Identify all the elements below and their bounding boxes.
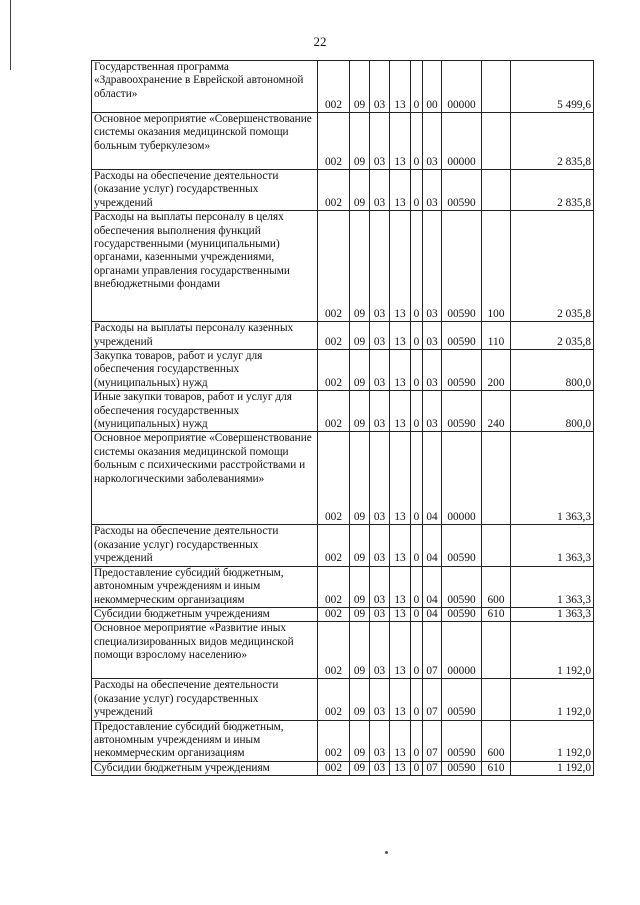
cell-amount: 1 363,3 — [511, 607, 594, 621]
table-row — [92, 607, 594, 621]
cell-program: 13 — [390, 61, 411, 113]
cell-event: 03 — [423, 211, 442, 322]
cell-subprogram: 0 — [411, 170, 423, 211]
cell-direction: 00590 — [442, 211, 482, 322]
row-name: Государственная программа «Здравоохранение в Еврейской автономной области» — [92, 61, 318, 113]
cell-ministry: 002 — [318, 566, 350, 607]
cell-subprogram: 0 — [411, 322, 423, 350]
cell-event: 04 — [423, 566, 442, 607]
cell-expense-type: 200 — [482, 350, 511, 391]
cell-amount: 800,0 — [511, 391, 594, 432]
cell-subsection: 03 — [370, 761, 390, 775]
cell-program: 13 — [390, 211, 411, 322]
cell-event: 04 — [423, 607, 442, 621]
cell-program: 13 — [390, 170, 411, 211]
cell-subprogram: 0 — [411, 113, 423, 170]
cell-section: 09 — [350, 622, 370, 679]
cell-ministry: 002 — [318, 607, 350, 621]
table-row — [92, 679, 594, 720]
cell-direction: 00590 — [442, 607, 482, 621]
table-row — [92, 350, 594, 391]
cell-event: 03 — [423, 322, 442, 350]
cell-section: 09 — [350, 432, 370, 525]
cell-event: 03 — [423, 113, 442, 170]
cell-subsection: 03 — [370, 525, 390, 566]
cell-ministry: 002 — [318, 432, 350, 525]
table-row — [92, 720, 594, 761]
cell-program: 13 — [390, 350, 411, 391]
cell-section: 09 — [350, 761, 370, 775]
cell-expense-type: 240 — [482, 391, 511, 432]
cell-event: 07 — [423, 761, 442, 775]
cell-event: 00 — [423, 61, 442, 113]
row-name: Расходы на выплаты персоналу в целях обеспечения выполнения функций государственными (муниципальными) органами, казенными учреждениями, органами управления государственными внебюджетными фондами — [92, 211, 318, 322]
row-name: Расходы на обеспечение деятельности (оказание услуг) государственных учреждений — [92, 525, 318, 566]
cell-subsection: 03 — [370, 113, 390, 170]
cell-subsection: 03 — [370, 322, 390, 350]
cell-expense-type — [482, 622, 511, 679]
cell-ministry: 002 — [318, 761, 350, 775]
cell-direction: 00000 — [442, 622, 482, 679]
cell-subprogram: 0 — [411, 391, 423, 432]
cell-expense-type — [482, 113, 511, 170]
cell-expense-type: 610 — [482, 607, 511, 621]
cell-section: 09 — [350, 61, 370, 113]
cell-subsection: 03 — [370, 679, 390, 720]
cell-program: 13 — [390, 622, 411, 679]
cell-ministry: 002 — [318, 720, 350, 761]
table-row — [92, 566, 594, 607]
table-row — [92, 211, 594, 322]
cell-direction: 00590 — [442, 322, 482, 350]
cell-program: 13 — [390, 720, 411, 761]
cell-ministry: 002 — [318, 525, 350, 566]
cell-subprogram: 0 — [411, 211, 423, 322]
cell-event: 07 — [423, 720, 442, 761]
cell-amount: 1 192,0 — [511, 761, 594, 775]
cell-amount: 1 363,3 — [511, 432, 594, 525]
row-name: Предоставление субсидий бюджетным, автономным учреждениям и иным некоммерческим организациям — [92, 720, 318, 761]
row-name: Закупка товаров, работ и услуг для обеспечения государственных (муниципальных) нужд — [92, 350, 318, 391]
table-row — [92, 170, 594, 211]
cell-subprogram: 0 — [411, 432, 423, 525]
cell-ministry: 002 — [318, 622, 350, 679]
cell-amount: 2 835,8 — [511, 170, 594, 211]
cell-direction: 00590 — [442, 170, 482, 211]
cell-section: 09 — [350, 322, 370, 350]
table-row — [92, 322, 594, 350]
cell-program: 13 — [390, 761, 411, 775]
cell-event: 04 — [423, 432, 442, 525]
cell-subsection: 03 — [370, 211, 390, 322]
cell-program: 13 — [390, 391, 411, 432]
cell-expense-type: 600 — [482, 720, 511, 761]
cell-subprogram: 0 — [411, 720, 423, 761]
cell-program: 13 — [390, 679, 411, 720]
cell-amount: 1 192,0 — [511, 679, 594, 720]
cell-amount: 2 035,8 — [511, 322, 594, 350]
cell-direction: 00000 — [442, 432, 482, 525]
cell-amount: 1 192,0 — [511, 720, 594, 761]
cell-direction: 00590 — [442, 391, 482, 432]
cell-subprogram: 0 — [411, 350, 423, 391]
cell-subprogram: 0 — [411, 679, 423, 720]
cell-event: 03 — [423, 391, 442, 432]
cell-event: 04 — [423, 525, 442, 566]
row-name: Основное мероприятие «Совершенствование системы оказания медицинской помощи больным с психическими расстройствами и наркологическими заболеваниями» — [92, 432, 318, 525]
row-name: Субсидии бюджетным учреждениям — [92, 607, 318, 621]
cell-expense-type: 100 — [482, 211, 511, 322]
cell-direction: 00590 — [442, 761, 482, 775]
cell-subsection: 03 — [370, 566, 390, 607]
cell-amount: 5 499,6 — [511, 61, 594, 113]
cell-program: 13 — [390, 113, 411, 170]
table-row — [92, 525, 594, 566]
cell-section: 09 — [350, 350, 370, 391]
cell-program: 13 — [390, 432, 411, 525]
cell-expense-type: 110 — [482, 322, 511, 350]
cell-section: 09 — [350, 211, 370, 322]
cell-section: 09 — [350, 113, 370, 170]
cell-ministry: 002 — [318, 679, 350, 720]
cell-subsection: 03 — [370, 622, 390, 679]
row-name: Иные закупки товаров, работ и услуг для обеспечения государственных (муниципальных) нужд — [92, 391, 318, 432]
cell-expense-type: 610 — [482, 761, 511, 775]
table-row — [92, 113, 594, 170]
cell-section: 09 — [350, 720, 370, 761]
cell-section: 09 — [350, 679, 370, 720]
cell-section: 09 — [350, 170, 370, 211]
table-row — [92, 391, 594, 432]
cell-subsection: 03 — [370, 350, 390, 391]
cell-subsection: 03 — [370, 391, 390, 432]
cell-amount: 1 363,3 — [511, 566, 594, 607]
cell-subsection: 03 — [370, 720, 390, 761]
cell-direction: 00590 — [442, 525, 482, 566]
row-name: Расходы на выплаты персоналу казенных учреждений — [92, 322, 318, 350]
page-number: 22 — [313, 34, 327, 49]
cell-subsection: 03 — [370, 170, 390, 211]
cell-section: 09 — [350, 525, 370, 566]
cell-event: 07 — [423, 622, 442, 679]
cell-expense-type — [482, 679, 511, 720]
cell-ministry: 002 — [318, 211, 350, 322]
budget-table — [91, 60, 594, 776]
cell-ministry: 002 — [318, 113, 350, 170]
cell-section: 09 — [350, 607, 370, 621]
cell-event: 03 — [423, 350, 442, 391]
cell-subprogram: 0 — [411, 525, 423, 566]
cell-program: 13 — [390, 322, 411, 350]
cell-subprogram: 0 — [411, 607, 423, 621]
table-row — [92, 432, 594, 525]
cell-ministry: 002 — [318, 391, 350, 432]
cell-expense-type — [482, 170, 511, 211]
table-row — [92, 622, 594, 679]
cell-subprogram: 0 — [411, 61, 423, 113]
cell-amount: 2 035,8 — [511, 211, 594, 322]
cell-expense-type — [482, 432, 511, 525]
scan-dot — [385, 851, 388, 854]
table-row — [92, 761, 594, 775]
cell-section: 09 — [350, 566, 370, 607]
cell-ministry: 002 — [318, 61, 350, 113]
cell-subsection: 03 — [370, 61, 390, 113]
table-body — [92, 61, 594, 776]
cell-program: 13 — [390, 566, 411, 607]
cell-program: 13 — [390, 525, 411, 566]
cell-ministry: 002 — [318, 350, 350, 391]
cell-direction: 00000 — [442, 61, 482, 113]
table-row — [92, 61, 594, 113]
cell-subsection: 03 — [370, 432, 390, 525]
row-name: Расходы на обеспечение деятельности (оказание услуг) государственных учреждений — [92, 679, 318, 720]
cell-ministry: 002 — [318, 170, 350, 211]
row-name: Основное мероприятие «Совершенствование системы оказания медицинской помощи больным туберкулезом» — [92, 113, 318, 170]
cell-amount: 800,0 — [511, 350, 594, 391]
cell-direction: 00590 — [442, 679, 482, 720]
cell-subsection: 03 — [370, 607, 390, 621]
cell-section: 09 — [350, 391, 370, 432]
cell-event: 03 — [423, 170, 442, 211]
cell-amount: 1 363,3 — [511, 525, 594, 566]
cell-expense-type: 600 — [482, 566, 511, 607]
cell-ministry: 002 — [318, 322, 350, 350]
cell-subprogram: 0 — [411, 761, 423, 775]
cell-subprogram: 0 — [411, 622, 423, 679]
cell-direction: 00590 — [442, 720, 482, 761]
cell-event: 07 — [423, 679, 442, 720]
cell-direction: 00590 — [442, 350, 482, 391]
cell-direction: 00590 — [442, 566, 482, 607]
row-name: Предоставление субсидий бюджетным, автономным учреждениям и иным некоммерческим организациям — [92, 566, 318, 607]
cell-subprogram: 0 — [411, 566, 423, 607]
cell-amount: 1 192,0 — [511, 622, 594, 679]
cell-expense-type — [482, 525, 511, 566]
row-name: Субсидии бюджетным учреждениям — [92, 761, 318, 775]
cell-amount: 2 835,8 — [511, 113, 594, 170]
row-name: Расходы на обеспечение деятельности (оказание услуг) государственных учреждений — [92, 170, 318, 211]
cell-direction: 00000 — [442, 113, 482, 170]
cell-expense-type — [482, 61, 511, 113]
cell-program: 13 — [390, 607, 411, 621]
row-name: Основное мероприятие «Развитие иных специализированных видов медицинской помощи взрослому населению» — [92, 622, 318, 679]
